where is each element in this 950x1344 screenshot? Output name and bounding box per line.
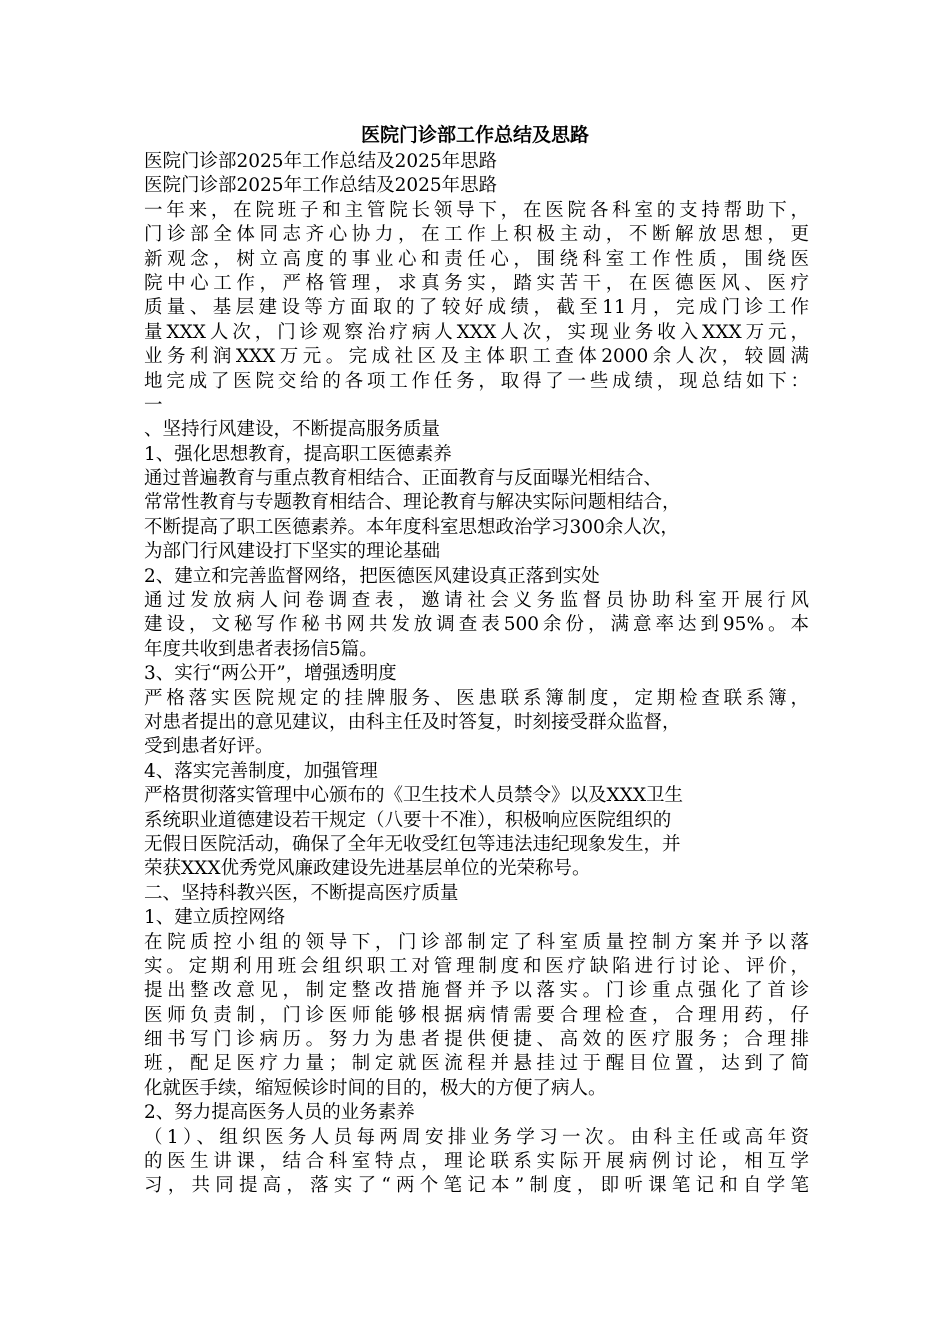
body-text-line: 地完成了医院交给的各项工作任务，取得了一些成绩，现总结如下： [144, 370, 809, 392]
body-text-line: 一年来，在院班子和主管院长领导下，在医院各科室的支持帮助下， [144, 199, 809, 221]
body-text-line: 系统职业道德建设若干规定（八要十不准），积极响应医院组织的 [144, 809, 672, 831]
body-text-line: 2、努力提高医务人员的业务素养 [144, 1102, 415, 1124]
body-text-line: 新观念，树立高度的事业心和责任心，围绕科室工作性质，围绕医 [144, 248, 809, 270]
body-text-line: 建设，文秘写作秘书网共发放调查表500余份，满意率达到95%。本 [144, 614, 809, 636]
body-text-line: 、坚持行风建设，不断提高服务质量 [144, 419, 441, 441]
body-text-line: 化就医手续，缩短候诊时间的目的，极大的方便了病人。 [144, 1077, 607, 1099]
body-text-line: 业务利润XXX万元。完成社区及主体职工查体2000余人次，较圆满 [144, 346, 809, 368]
body-text-line: 不断提高了职工医德素养。本年度科室思想政治学习300余人次， [144, 516, 679, 538]
body-text-line: 荣获XXX优秀党风廉政建设先进基层单位的光荣称号。 [144, 858, 591, 880]
body-text-line: 3、实行“两公开”，增强透明度 [144, 663, 397, 685]
body-text-line: 1、强化思想教育，提高职工医德素养 [144, 443, 452, 465]
body-text-line: 质量、基层建设等方面取的了较好成绩，截至11月，完成门诊工作 [144, 297, 809, 319]
document-title: 医院门诊部工作总结及思路 [360, 124, 589, 146]
body-text-line: 通过发放病人问卷调查表，邀请社会义务监督员协助科室开展行风 [144, 590, 809, 612]
body-text-line: 严格贯彻落实管理中心颁布的《卫生技术人员禁令》以及XXX卫生 [144, 785, 684, 807]
body-text-line: 二、坚持科教兴医，不断提高医疗质量 [144, 882, 459, 904]
body-text-line: 细书写门诊病历。努力为患者提供便捷、高效的医疗服务；合理排 [144, 1029, 809, 1051]
body-text-line: 1、建立质控网络 [144, 907, 286, 929]
body-text-line: 实。定期利用班会组织职工对管理制度和医疗缺陷进行讨论、评价， [144, 955, 809, 977]
body-text-line: 通过普遍教育与重点教育相结合、正面教育与反面曝光相结合、 [144, 468, 663, 490]
document-body [144, 150, 809, 1199]
body-text-line: 在院质控小组的领导下，门诊部制定了科室质量控制方案并予以落 [144, 931, 809, 953]
body-text-line: 受到患者好评。 [144, 736, 274, 758]
body-text-line: 4、落实完善制度，加强管理 [144, 760, 378, 782]
body-text-line: 院中心工作，严格管理，求真务实，踏实苦干，在医德医风、医疗 [144, 272, 809, 294]
body-text-line: 为部门行风建设打下坚实的理论基础 [144, 541, 441, 563]
body-text-line: 严格落实医院规定的挂牌服务、医患联系簿制度，定期检查联系簿， [144, 687, 809, 709]
body-text-line: 医院门诊部2025年工作总结及2025年思路 [144, 151, 498, 172]
body-text-line: （1）、组织医务人员每两周安排业务学习一次。由科主任或高年资 [144, 1126, 809, 1148]
body-text-line: 无假日医院活动，确保了全年无收受红包等违法违纪现象发生，并 [144, 833, 681, 855]
body-text-line: 班，配足医疗力量；制定就医流程并悬挂过于醒目位置，达到了简 [144, 1053, 809, 1075]
body-text-line: 年度共收到患者表扬信5篇。 [144, 638, 378, 660]
body-text-line: 一 [144, 394, 163, 416]
body-text-line: 提出整改意见，制定整改措施督并予以落实。门诊重点强化了首诊 [144, 980, 809, 1002]
body-text-line: 量XXX人次，门诊观察治疗病人XXX人次，实现业务收入XXX万元， [144, 321, 809, 343]
body-text-line: 医院门诊部2025年工作总结及2025年思路 [144, 175, 498, 197]
body-text-line: 对患者提出的意见建议，由科主任及时答复，时刻接受群众监督， [144, 711, 681, 733]
body-text-line: 常常性教育与专题教育相结合、理论教育与解决实际问题相结合， [144, 492, 681, 514]
body-text-line: 习，共同提高，落实了“两个笔记本”制度，即听课笔记和自学笔 [144, 1175, 809, 1197]
body-text-line: 医师负责制，门诊医师能够根据病情需要合理检查，合理用药，仔 [144, 1004, 809, 1026]
body-text-line: 的医生讲课，结合科室特点，理论联系实际开展病例讨论，相互学 [144, 1151, 809, 1173]
body-text-line: 2、建立和完善监督网络，把医德医风建设真正落到实处 [144, 565, 600, 587]
body-text-line: 门诊部全体同志齐心协力，在工作上积极主动，不断解放思想，更 [144, 224, 809, 246]
